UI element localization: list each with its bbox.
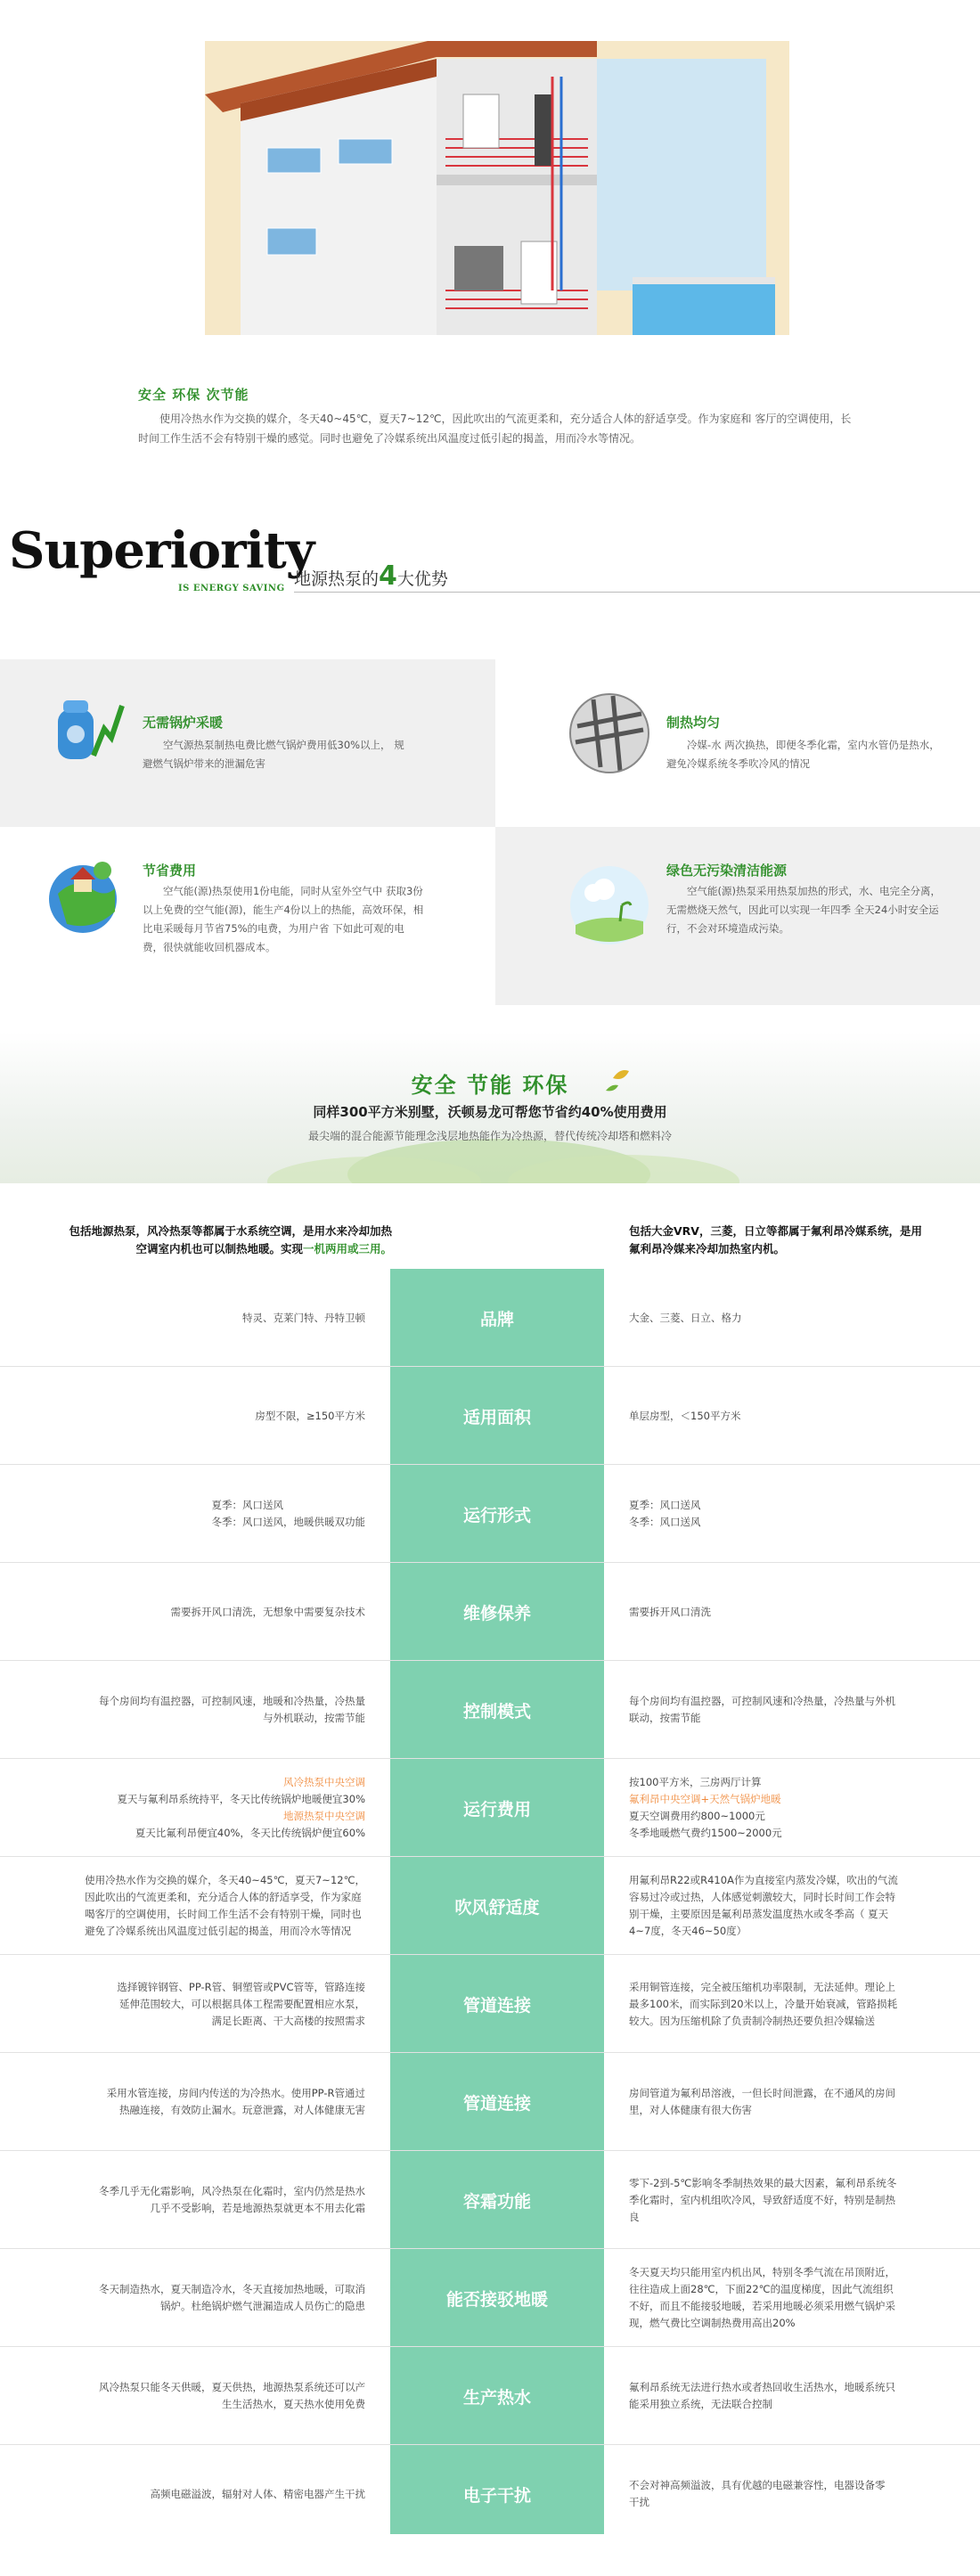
- intro-text: 使用冷热水作为交换的媒介，冬天40~45℃，夏天7~12℃，因此吹出的气流更柔和，充分适合人体的舒适享受。作为家庭和 客厅的空调使用，长时间工作生活不会有特别干燥的感觉。同时也避免了冷媒系统出风温度过低引起的揭盖，用而冷水等情况。: [138, 413, 852, 445]
- cost-right-line-3: 冬季地暖燃气费约1500~2000元: [629, 1827, 782, 1839]
- advantage-text-2: 冷媒-水 两次换热，即便冬季化霜，室内水管仍是热水，避免冷媒系统冬季吹冷风的情况: [666, 739, 940, 770]
- superiority-title: Superiority: [9, 521, 314, 580]
- row-left-text: 房型不限，≥150平方米: [255, 1409, 365, 1422]
- row-left-value: [36, 1661, 365, 1759]
- row-right-text: 大金、三菱、日立、格力: [629, 1311, 742, 1324]
- row-left-text: 使用冷热水作为交换的媒介，冬天40~45℃，夏天7~12℃， 因此吹出的气流更柔和，充分适合人体的舒适享受，作为家庭 喝客厅的空调使用，长时间工作生活不会有特别干燥，同时也 避免了冷媒系统出风温度过低引起的揭盖，用而冷水等情况: [85, 1874, 365, 1937]
- row-right-value: [629, 2445, 955, 2543]
- row-left-text: 夏季：风口送风 冬季：风口送风，地暖供暖双功能: [211, 1499, 365, 1528]
- intro-title: 安全 环保 次节能: [138, 387, 249, 403]
- comparison-row-maintenance: [0, 1563, 980, 1661]
- row-label: 生产热水: [462, 2387, 531, 2408]
- cost-left-line-1: 夏天与氟利昂系统持平，冬天比传统锅炉地暖便宜30%: [117, 1793, 365, 1805]
- banner-description: 最尖端的混合能源节能理念浅层地热能作为冷热源，替代传统冷却塔和燃料冷: [307, 1130, 672, 1142]
- row-label: 吹风舒适度: [454, 1897, 540, 1918]
- row-left-value: [36, 2445, 365, 2543]
- row-right-value: [629, 1269, 955, 1367]
- green-landscape-icon: [567, 863, 652, 948]
- superiority-subtitle: IS ENERGY SAVING: [178, 584, 285, 593]
- comparison-row-pipe-1: [0, 1955, 980, 2053]
- row-right-text: 冬天夏天均只能用室内机出风，特别冬季气流在吊顶附近， 往往造成上面28℃，下面22℃的温度梯度，因此气流组织 不好，而且不能接驳地暖，若采用地暖必须采用燃气锅炉采 现，燃气费比空调制热费用高出20%: [629, 2266, 895, 2329]
- row-left-value: [36, 1465, 365, 1563]
- row-left-text: 高频电磁溢波，辐射对人体、精密电器产生干扰: [150, 2487, 365, 2500]
- row-label: 维修保养: [462, 1603, 531, 1623]
- snow-grid-icon: [567, 691, 652, 776]
- refrigerant-system-header: [629, 1223, 968, 1258]
- row-right-text: 零下-2到-5℃影响冬季制热效果的最大因素，氟利昂系统冬 季化霜时，室内机组吹冷风，导致舒适度不好，特别是制热 良: [629, 2176, 897, 2223]
- comparison-row-area: [0, 1367, 980, 1465]
- four-number: 4: [379, 560, 397, 592]
- row-right-value: [629, 1661, 955, 1759]
- banner-title: 安全 节能 环保: [411, 1073, 569, 1098]
- row-right-value: [629, 2053, 955, 2151]
- superiority-header: [9, 521, 980, 593]
- row-right-text: 夏季：风口送风 冬季：风口送风: [629, 1499, 701, 1528]
- comparison-row-operation: [0, 1465, 980, 1563]
- row-label: 管道连接: [462, 1995, 531, 2016]
- row-left-text: 需要拆开风口清洗，无想象中需要复杂技术: [170, 1605, 365, 1618]
- row-left-value: [36, 1367, 365, 1465]
- row-left-value: [36, 2151, 365, 2249]
- earth-house-icon: [40, 849, 126, 935]
- row-right-text: 需要拆开风口清洗: [629, 1605, 711, 1618]
- row-left-text: 特灵、克莱门特、丹特卫顿: [242, 1311, 365, 1324]
- row-left-text: 每个房间均有温控器，可控制风速，地暖和冷热量，冷热量 与外机联动，按需节能: [99, 1695, 365, 1724]
- cost-right-line-2: 夏天空调费用约800~1000元: [629, 1810, 765, 1822]
- row-left-value: [36, 1955, 365, 2053]
- water-system-header-highlight: 一机两用或三用。: [302, 1242, 392, 1255]
- four-advantages-title: [294, 560, 448, 592]
- row-left-value: [36, 2053, 365, 2151]
- cost-left-heading-1: 风冷热泵中央空调: [283, 1776, 365, 1788]
- row-label: 电子干扰: [462, 2485, 531, 2506]
- refrigerant-system-header-line2: 氟利昂冷媒来冷却加热室内机。: [629, 1242, 786, 1255]
- row-left-text: 选择镀锌钢管、PP-R管、铜塑管或PVC管等，管路连接 延伸范围较大，可以根据具体工程需要配置相应水泵， 满足长距离、干大高楼的按照需求: [117, 1980, 365, 2027]
- row-left-text: 风冷热泵只能冬天供暖，夏天供热，地源热泵系统还可以产 生生活热水，夏天热水使用免费: [99, 2381, 365, 2410]
- comparison-row-comfort: [0, 1857, 980, 1955]
- comparison-row-pipe-2: [0, 2053, 980, 2151]
- row-label: 适用面积: [462, 1407, 531, 1427]
- water-system-header-line1: 包括地源热泵，风冷热泵等都属于水系统空调，是用水来冷却加热: [69, 1224, 392, 1238]
- advantage-panel-2: [495, 659, 980, 827]
- row-left-text: 冬季几乎无化霜影响，风冷热泵在化霜时，室内仍然是热水 几乎不受影响，若是地源热泵就更本不用去化霜: [99, 2185, 365, 2214]
- advantage-title-1: 无需锅炉采暖: [143, 715, 224, 731]
- cost-left-line-2: 夏天比氟利昂便宜40%，冬天比传统锅炉便宜60%: [135, 1827, 365, 1839]
- water-system-header: [9, 1223, 392, 1258]
- row-right-text: 单层房型，＜150平方米: [629, 1409, 741, 1422]
- row-right-text: 每个房间均有温控器，可控制风速和冷热量，冷热量与外机 联动，按需节能: [629, 1695, 895, 1724]
- row-right-value: [629, 1563, 955, 1661]
- row-right-value: [629, 1759, 955, 1857]
- row-right-value: [629, 2151, 955, 2249]
- row-label: 容霜功能: [462, 2191, 531, 2212]
- row-left-value: [36, 1269, 365, 1367]
- row-label: 能否接驳地暖: [445, 2289, 548, 2310]
- comparison-row-control: [0, 1661, 980, 1759]
- row-right-value: [629, 1465, 955, 1563]
- row-right-value: [629, 1955, 955, 2053]
- advantage-title-2: 制热均匀: [666, 715, 721, 731]
- water-system-header-line2: [9, 1240, 392, 1258]
- row-label: 控制模式: [462, 1701, 531, 1721]
- advantage-text-4: 空气能(源)热泵采用热泵加热的形式，水、电完全分离，无需燃烧天然气，因此可以实现一年四季 全天24小时安全运行，不会对环境造成污染。: [666, 885, 941, 935]
- advantage-title-3: 节省费用: [143, 863, 197, 879]
- water-tank-icon: [40, 693, 126, 779]
- water-system-header-line2-text: 空调室内机也可以制热地暖。实现: [135, 1242, 303, 1255]
- advantage-text-1: 空气源热泵制热电费比燃气锅炉费用低30%以上， 规避燃气锅炉带来的泄漏危害: [143, 739, 404, 770]
- row-right-value: [629, 2347, 955, 2445]
- row-left-text: 采用水管连接，房间内传送的为冷热水。使用PP-R管通过 热融连接，有效防止漏水。玩意泄露，对人体健康无害: [106, 2087, 365, 2116]
- row-left-text: 冬天制造热水，夏天制造冷水，冬天直接加热地暖，可取消 锅炉。杜绝锅炉燃气泄漏造成人员伤亡的隐患: [99, 2283, 365, 2312]
- row-left-value: [36, 1563, 365, 1661]
- row-label: 运行形式: [462, 1505, 531, 1525]
- intro-section: [138, 385, 860, 448]
- banner-subtitle: 同样300平方米别墅，沃顿易龙可帮您节省约40%使用费用: [313, 1104, 667, 1120]
- row-left-value: [36, 2249, 365, 2347]
- four-advantages-prefix: 地源热泵的: [294, 569, 380, 589]
- cost-right-line-1: 按100平方米，三房两厅计算: [629, 1776, 762, 1788]
- row-right-value: [629, 2249, 955, 2347]
- row-right-value: [629, 1367, 955, 1465]
- row-left-value: [36, 1857, 365, 1955]
- eco-banner: [0, 1032, 980, 1183]
- header-divider: [294, 592, 980, 593]
- four-advantages-suffix: 大优势: [396, 569, 448, 589]
- comparison-row-cost: [0, 1759, 980, 1857]
- row-label: 运行费用: [462, 1799, 531, 1820]
- comparison-row-defrost: [0, 2151, 980, 2249]
- hero-house-illustration: [205, 41, 789, 358]
- row-right-text: 不会对神高频溢波，具有优越的电磁兼容性，电器设备零 干扰: [629, 2479, 886, 2508]
- advantage-panel-1: [0, 659, 495, 827]
- row-right-text: 用氟利昂R22或R410A作为直接室内蒸发冷媒，吹出的气流 容易过冷或过热，人体感觉刺激较大，同时长时间工作会特 别干燥，主要原因是氟利昂蒸发温度热水或冬季高（ 夏天 4~7度，冬天46~50度）: [629, 1874, 898, 1937]
- comparison-row-interference: [0, 2445, 980, 2543]
- advantage-title-4: 绿色无污染清洁能源: [666, 863, 788, 879]
- comparison-row-hot-water: [0, 2347, 980, 2445]
- cost-right-heading: 氟利昂中央空调+天然气锅炉地暖: [629, 1793, 781, 1805]
- comparison-row-brand: [0, 1269, 980, 1367]
- advantage-text-3: 空气能(源)热泵使用1份电能，同时从室外空气中 获取3份以上免费的空气能(源)，能生产4份以上的热能，高效环保，相比电采暖每月节省75%的电费，为用户省 下如此可观的电费，很快就能收回机器成本。: [143, 885, 424, 953]
- advantage-panel-4: [495, 827, 980, 1005]
- row-right-value: [629, 1857, 955, 1955]
- row-left-value: [36, 2347, 365, 2445]
- row-label: 品牌: [479, 1309, 514, 1329]
- comparison-row-floor-heating: [0, 2249, 980, 2347]
- row-left-value: [36, 1759, 365, 1857]
- row-label: 管道连接: [462, 2093, 531, 2114]
- row-right-text: 氟利昂系统无法进行热水或者热回收生活热水，地暖系统只 能采用独立系统，无法联合控制: [629, 2381, 895, 2410]
- cost-left-heading-2: 地源热泵中央空调: [283, 1810, 365, 1822]
- advantage-panel-3: [0, 827, 495, 1005]
- row-right-text: 采用铜管连接，完全被压缩机功率限制，无法延伸。理论上 最多100米，而实际到20米以上，冷量开始衰减，管路损耗 较大。因为压缩机除了负责制冷制热还要负担冷媒输送: [629, 1980, 898, 2027]
- refrigerant-system-header-line1: 包括大金VRV，三菱，日立等都属于氟利昂冷媒系统，是用: [629, 1224, 922, 1238]
- row-right-text: 房间管道为氟利昂溶液，一但长时间泄露，在不通风的房间 里，对人体健康有很大伤害: [629, 2087, 895, 2116]
